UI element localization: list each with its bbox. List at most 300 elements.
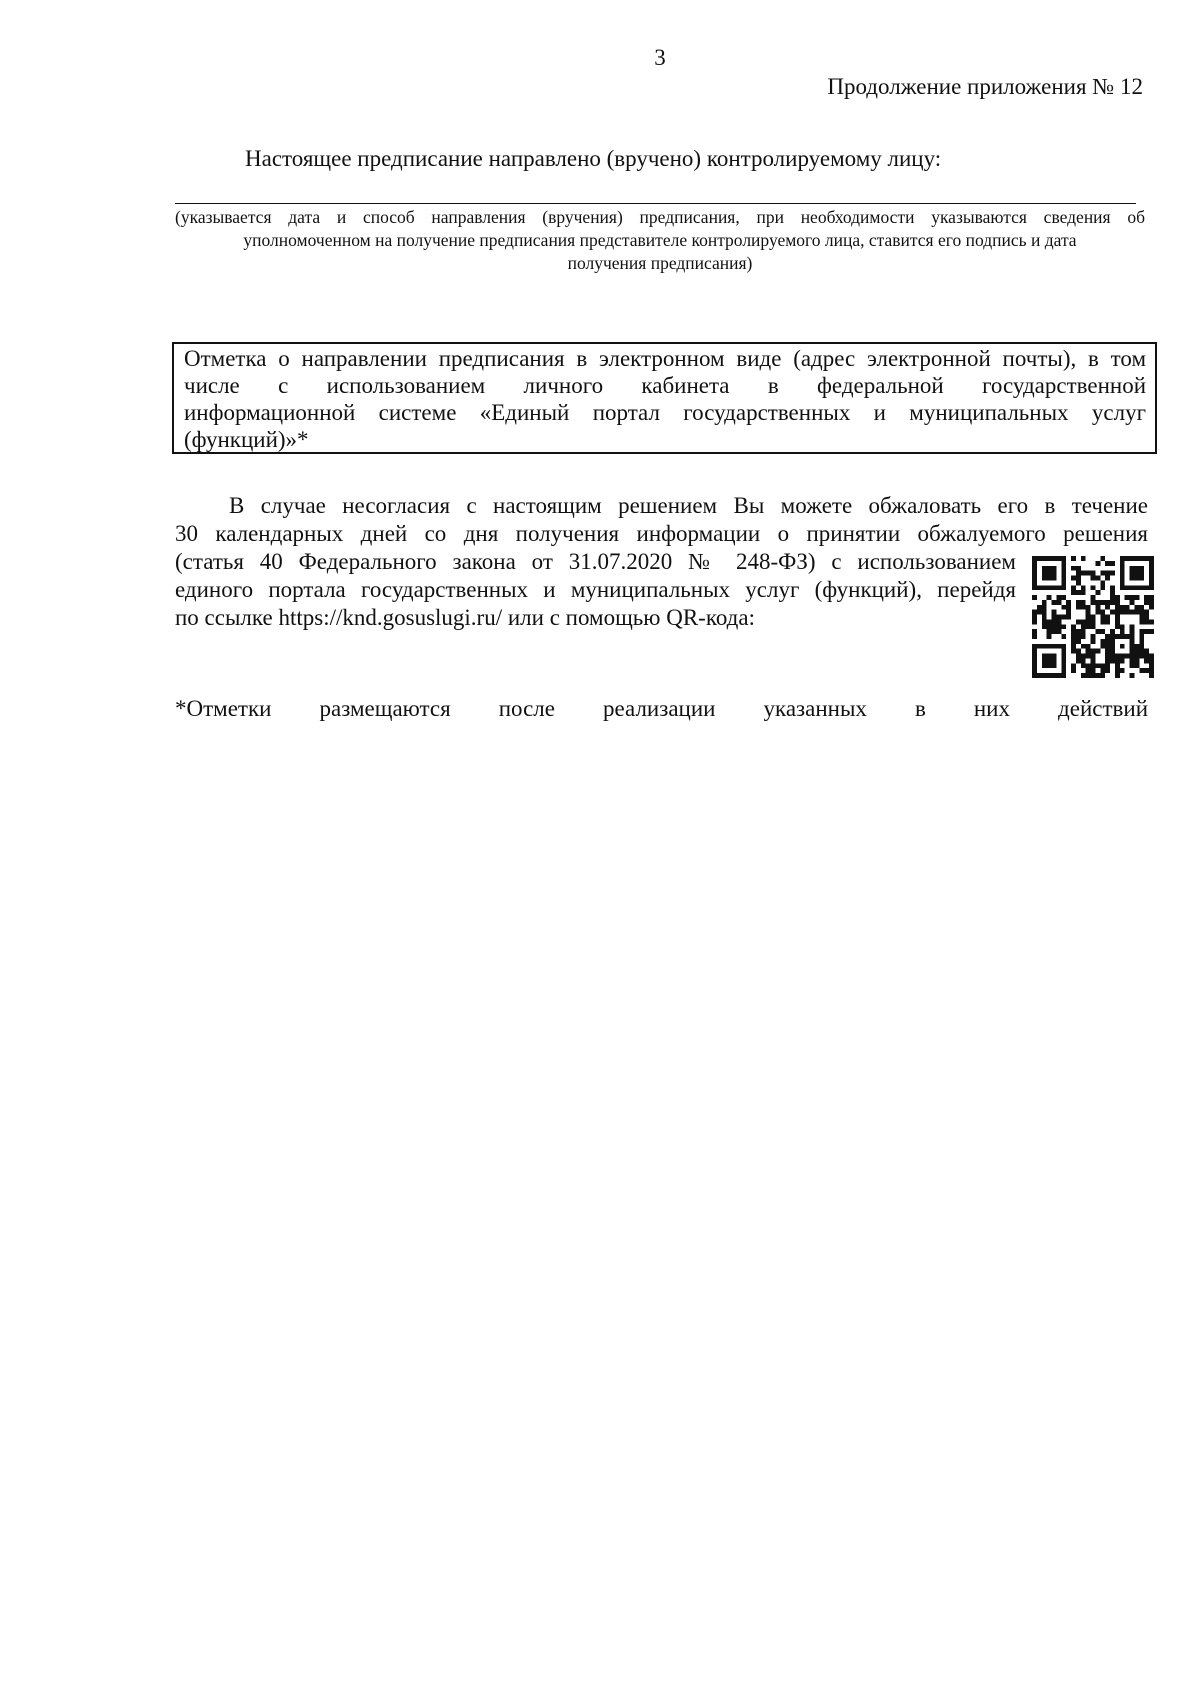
qr-module	[1061, 673, 1066, 678]
qr-module	[1086, 619, 1091, 624]
qr-module	[1061, 561, 1066, 566]
qr-module	[1042, 654, 1047, 659]
qr-module	[1115, 624, 1120, 629]
qr-module	[1144, 610, 1149, 615]
qr-module	[1061, 668, 1066, 673]
qr-module	[1071, 590, 1076, 595]
qr-module	[1032, 658, 1037, 663]
qr-module	[1134, 649, 1139, 654]
qr-module	[1095, 600, 1100, 605]
qr-module	[1139, 634, 1144, 639]
qr-module	[1071, 566, 1076, 571]
qr-module	[1042, 585, 1047, 590]
electronic-mark-line: Отметка о направлении предписания в электронном виде (адрес электронной почты), в том	[184, 346, 1146, 371]
qr-module	[1110, 610, 1115, 615]
qr-module	[1130, 644, 1135, 649]
qr-module	[1095, 673, 1100, 678]
qr-module	[1037, 644, 1042, 649]
qr-module	[1120, 644, 1125, 649]
qr-module	[1144, 649, 1149, 654]
qr-module	[1061, 571, 1066, 576]
qr-module	[1149, 605, 1154, 610]
qr-module	[1081, 673, 1086, 678]
qr-module	[1042, 658, 1047, 663]
qr-module	[1071, 629, 1076, 634]
qr-module	[1110, 654, 1115, 659]
qr-module	[1047, 658, 1052, 663]
qr-module	[1130, 673, 1135, 678]
qr-module	[1071, 649, 1076, 654]
qr-module	[1115, 615, 1120, 620]
qr-module	[1091, 673, 1096, 678]
qr-module	[1076, 566, 1081, 571]
qr-module	[1081, 619, 1086, 624]
qr-module	[1086, 644, 1091, 649]
qr-module	[1076, 600, 1081, 605]
qr-module	[1091, 639, 1096, 644]
qr-module	[1086, 610, 1091, 615]
qr-module	[1086, 668, 1091, 673]
qr-module	[1095, 561, 1100, 566]
qr-module	[1144, 556, 1149, 561]
qr-module	[1105, 561, 1110, 566]
qr-module	[1071, 668, 1076, 673]
qr-module	[1052, 585, 1057, 590]
qr-module	[1061, 580, 1066, 585]
qr-module	[1149, 619, 1154, 624]
qr-module	[1120, 634, 1125, 639]
qr-module	[1134, 658, 1139, 663]
qr-module	[1134, 610, 1139, 615]
qr-module	[1120, 566, 1125, 571]
qr-module	[1071, 663, 1076, 668]
qr-module	[1052, 619, 1057, 624]
qr-module	[1047, 556, 1052, 561]
qr-module	[1086, 624, 1091, 629]
qr-module	[1091, 595, 1096, 600]
qr-module	[1081, 605, 1086, 610]
qr-module	[1100, 571, 1105, 576]
qr-module	[1144, 658, 1149, 663]
qr-module	[1091, 615, 1096, 620]
qr-module	[1149, 585, 1154, 590]
qr-module	[1149, 629, 1154, 634]
qr-module	[1115, 595, 1120, 600]
qr-module	[1115, 619, 1120, 624]
qr-module	[1100, 600, 1105, 605]
qr-module	[1066, 615, 1071, 620]
qr-module	[1130, 624, 1135, 629]
qr-module	[1032, 644, 1037, 649]
qr-module	[1139, 649, 1144, 654]
qr-module	[1081, 634, 1086, 639]
qr-module	[1105, 649, 1110, 654]
qr-module	[1076, 634, 1081, 639]
qr-module	[1100, 556, 1105, 561]
qr-module	[1149, 571, 1154, 576]
qr-module	[1115, 610, 1120, 615]
qr-module	[1120, 668, 1125, 673]
qr-module	[1042, 663, 1047, 668]
qr-module	[1144, 595, 1149, 600]
qr-module	[1095, 605, 1100, 610]
qr-module	[1139, 566, 1144, 571]
qr-module	[1032, 668, 1037, 673]
qr-module	[1032, 673, 1037, 678]
qr-module	[1047, 624, 1052, 629]
qr-module	[1105, 634, 1110, 639]
qr-code-icon[interactable]	[1032, 556, 1154, 678]
qr-module	[1037, 585, 1042, 590]
qr-module	[1110, 600, 1115, 605]
qr-module	[1081, 629, 1086, 634]
qr-module	[1037, 673, 1042, 678]
qr-module	[1100, 629, 1105, 634]
qr-module	[1139, 610, 1144, 615]
qr-module	[1061, 644, 1066, 649]
qr-module	[1130, 639, 1135, 644]
qr-module	[1139, 576, 1144, 581]
qr-module	[1061, 615, 1066, 620]
qr-module	[1076, 605, 1081, 610]
qr-module	[1061, 654, 1066, 659]
qr-module	[1095, 629, 1100, 634]
qr-module	[1086, 654, 1091, 659]
qr-module	[1042, 605, 1047, 610]
qr-module	[1095, 663, 1100, 668]
qr-module	[1120, 571, 1125, 576]
qr-module	[1091, 576, 1096, 581]
qr-module	[1086, 615, 1091, 620]
qr-module	[1056, 595, 1061, 600]
qr-module	[1052, 673, 1057, 678]
qr-module	[1052, 566, 1057, 571]
qr-module	[1032, 654, 1037, 659]
qr-module	[1110, 561, 1115, 566]
qr-module	[1081, 644, 1086, 649]
qr-module	[1149, 668, 1154, 673]
qr-module	[1052, 624, 1057, 629]
qr-module	[1032, 649, 1037, 654]
qr-module	[1042, 576, 1047, 581]
qr-module	[1100, 644, 1105, 649]
qr-module	[1032, 571, 1037, 576]
qr-module	[1037, 556, 1042, 561]
qr-module	[1110, 644, 1115, 649]
footnote: *Отметки размещаются после реализации указанных в них действий	[175, 696, 1148, 721]
qr-module	[1120, 624, 1125, 629]
qr-module	[1052, 629, 1057, 634]
qr-module	[1105, 658, 1110, 663]
qr-module	[1056, 644, 1061, 649]
qr-module	[1144, 629, 1149, 634]
page-number: 3	[654, 45, 666, 70]
qr-module	[1042, 624, 1047, 629]
qr-module	[1120, 561, 1125, 566]
qr-module	[1120, 605, 1125, 610]
qr-module	[1144, 600, 1149, 605]
qr-module	[1149, 673, 1154, 678]
qr-module	[1042, 556, 1047, 561]
qr-module	[1076, 658, 1081, 663]
qr-module	[1091, 658, 1096, 663]
qr-module	[1134, 605, 1139, 610]
qr-module	[1042, 600, 1047, 605]
qr-module	[1115, 673, 1120, 678]
qr-module	[1061, 649, 1066, 654]
qr-module	[1110, 634, 1115, 639]
qr-module	[1125, 654, 1130, 659]
qr-module	[1095, 610, 1100, 615]
delivery-note-line: (указывается дата и способ направления (вручения) предписания, при необходимости указываются сведения об	[175, 207, 1145, 227]
qr-module	[1144, 585, 1149, 590]
qr-module	[1105, 605, 1110, 610]
qr-module	[1076, 649, 1081, 654]
qr-module	[1105, 571, 1110, 576]
qr-module	[1130, 663, 1135, 668]
qr-module	[1042, 610, 1047, 615]
qr-module	[1032, 619, 1037, 624]
qr-module	[1076, 580, 1081, 585]
qr-module	[1095, 649, 1100, 654]
qr-module	[1120, 658, 1125, 663]
qr-module	[1071, 639, 1076, 644]
qr-module	[1120, 556, 1125, 561]
qr-module	[1032, 561, 1037, 566]
qr-module	[1081, 654, 1086, 659]
sent-statement: Настоящее предписание направлено (вручено) контролируемому лицу:	[245, 146, 942, 171]
qr-module	[1056, 629, 1061, 634]
electronic-mark-line: числе с использованием личного кабинета в федеральной государственной	[184, 373, 1146, 398]
electronic-mark-line: информационной системе «Единый портал государственных и муниципальных услуг	[184, 400, 1146, 425]
qr-module	[1061, 634, 1066, 639]
qr-module	[1134, 576, 1139, 581]
qr-module	[1100, 585, 1105, 590]
qr-module	[1032, 634, 1037, 639]
qr-module	[1130, 600, 1135, 605]
qr-module	[1115, 600, 1120, 605]
delivery-note-line: получения предписания)	[567, 253, 753, 273]
electronic-mark-line: (функций)»*	[184, 427, 309, 452]
qr-module	[1061, 663, 1066, 668]
qr-module	[1086, 673, 1091, 678]
qr-module	[1056, 600, 1061, 605]
qr-module	[1139, 585, 1144, 590]
qr-module	[1047, 595, 1052, 600]
qr-module	[1066, 605, 1071, 610]
qr-module	[1149, 654, 1154, 659]
qr-module	[1100, 673, 1105, 678]
qr-module	[1115, 634, 1120, 639]
qr-module	[1144, 654, 1149, 659]
qr-module	[1052, 610, 1057, 615]
qr-module	[1100, 610, 1105, 615]
qr-module	[1091, 571, 1096, 576]
qr-module	[1139, 654, 1144, 659]
qr-module	[1032, 663, 1037, 668]
qr-module	[1130, 610, 1135, 615]
qr-module	[1032, 615, 1037, 620]
qr-module	[1134, 585, 1139, 590]
qr-module	[1052, 600, 1057, 605]
qr-module	[1139, 619, 1144, 624]
qr-module	[1149, 595, 1154, 600]
appeal-line: единого портала государственных и муниципальных услуг (функций), перейдя	[175, 577, 1016, 602]
qr-module	[1047, 663, 1052, 668]
qr-module	[1086, 663, 1091, 668]
qr-module	[1134, 644, 1139, 649]
qr-module	[1032, 580, 1037, 585]
qr-module	[1130, 654, 1135, 659]
qr-module	[1105, 663, 1110, 668]
qr-module	[1091, 624, 1096, 629]
qr-module	[1125, 610, 1130, 615]
qr-module	[1100, 619, 1105, 624]
qr-module	[1139, 639, 1144, 644]
qr-module	[1105, 600, 1110, 605]
qr-module	[1115, 605, 1120, 610]
qr-module	[1076, 576, 1081, 581]
qr-module	[1061, 595, 1066, 600]
qr-module	[1032, 610, 1037, 615]
qr-module	[1149, 566, 1154, 571]
qr-module	[1105, 576, 1110, 581]
qr-module	[1042, 673, 1047, 678]
delivery-fill-line	[175, 203, 1136, 204]
qr-module	[1139, 615, 1144, 620]
qr-module	[1130, 634, 1135, 639]
qr-module	[1076, 654, 1081, 659]
qr-module	[1071, 576, 1076, 581]
qr-module	[1134, 556, 1139, 561]
qr-module	[1139, 605, 1144, 610]
qr-module	[1144, 619, 1149, 624]
qr-module	[1130, 629, 1135, 634]
qr-module	[1105, 654, 1110, 659]
qr-module	[1130, 576, 1135, 581]
qr-module	[1091, 585, 1096, 590]
qr-module	[1095, 590, 1100, 595]
qr-module	[1134, 654, 1139, 659]
qr-module	[1130, 585, 1135, 590]
qr-module	[1047, 634, 1052, 639]
appendix-continuation-label: Продолжение приложения № 12	[827, 74, 1143, 99]
qr-module	[1120, 585, 1125, 590]
qr-module	[1076, 619, 1081, 624]
qr-module	[1042, 619, 1047, 624]
qr-module	[1076, 629, 1081, 634]
qr-module	[1056, 624, 1061, 629]
qr-module	[1056, 615, 1061, 620]
qr-module	[1042, 571, 1047, 576]
qr-module	[1149, 658, 1154, 663]
qr-module	[1100, 663, 1105, 668]
qr-module	[1042, 566, 1047, 571]
qr-module	[1086, 605, 1091, 610]
qr-module	[1125, 634, 1130, 639]
qr-module	[1149, 556, 1154, 561]
appeal-line: В случае несогласия с настоящим решением Вы можете обжаловать его в течение	[229, 493, 1148, 518]
qr-module	[1091, 634, 1096, 639]
qr-module	[1091, 600, 1096, 605]
qr-module	[1081, 600, 1086, 605]
qr-module	[1032, 566, 1037, 571]
qr-module	[1076, 571, 1081, 576]
qr-module	[1110, 590, 1115, 595]
qr-module	[1047, 576, 1052, 581]
qr-module	[1130, 571, 1135, 576]
qr-module	[1115, 668, 1120, 673]
qr-module	[1149, 576, 1154, 581]
qr-module	[1056, 619, 1061, 624]
qr-module	[1134, 663, 1139, 668]
qr-module	[1120, 629, 1125, 634]
qr-module	[1047, 585, 1052, 590]
qr-module	[1149, 561, 1154, 566]
qr-module	[1081, 585, 1086, 590]
qr-module	[1120, 610, 1125, 615]
qr-module	[1032, 629, 1037, 634]
qr-module	[1056, 585, 1061, 590]
appeal-line: (статья 40 Федерального закона от 31.07.2020 № 248-ФЗ) с использованием	[175, 549, 1016, 574]
qr-module	[1100, 668, 1105, 673]
qr-module	[1037, 610, 1042, 615]
qr-module	[1139, 644, 1144, 649]
qr-module	[1071, 556, 1076, 561]
qr-module	[1130, 649, 1135, 654]
qr-module	[1032, 556, 1037, 561]
qr-module	[1076, 639, 1081, 644]
qr-module	[1130, 566, 1135, 571]
qr-module	[1052, 615, 1057, 620]
qr-module	[1052, 556, 1057, 561]
qr-module	[1042, 615, 1047, 620]
qr-module	[1115, 654, 1120, 659]
qr-module	[1134, 571, 1139, 576]
qr-module	[1139, 571, 1144, 576]
qr-module	[1076, 590, 1081, 595]
qr-module	[1130, 658, 1135, 663]
qr-module	[1105, 639, 1110, 644]
qr-module	[1130, 556, 1135, 561]
qr-module	[1110, 595, 1115, 600]
qr-module	[1110, 629, 1115, 634]
qr-module	[1139, 668, 1144, 673]
qr-module	[1081, 624, 1086, 629]
qr-module	[1047, 629, 1052, 634]
qr-module	[1081, 590, 1086, 595]
qr-module	[1105, 615, 1110, 620]
qr-module	[1086, 571, 1091, 576]
qr-module	[1032, 576, 1037, 581]
qr-module	[1149, 580, 1154, 585]
qr-module	[1100, 615, 1105, 620]
appeal-line: 30 календарных дней со дня получения информации о принятии обжалуемого решения	[175, 521, 1148, 546]
qr-module	[1091, 663, 1096, 668]
qr-module	[1047, 673, 1052, 678]
qr-module	[1071, 624, 1076, 629]
qr-module	[1105, 668, 1110, 673]
qr-module	[1139, 629, 1144, 634]
qr-module	[1120, 576, 1125, 581]
qr-module	[1056, 556, 1061, 561]
qr-module	[1071, 634, 1076, 639]
qr-module	[1056, 673, 1061, 678]
qr-module	[1105, 619, 1110, 624]
qr-module	[1052, 644, 1057, 649]
qr-module	[1149, 600, 1154, 605]
qr-module	[1061, 556, 1066, 561]
